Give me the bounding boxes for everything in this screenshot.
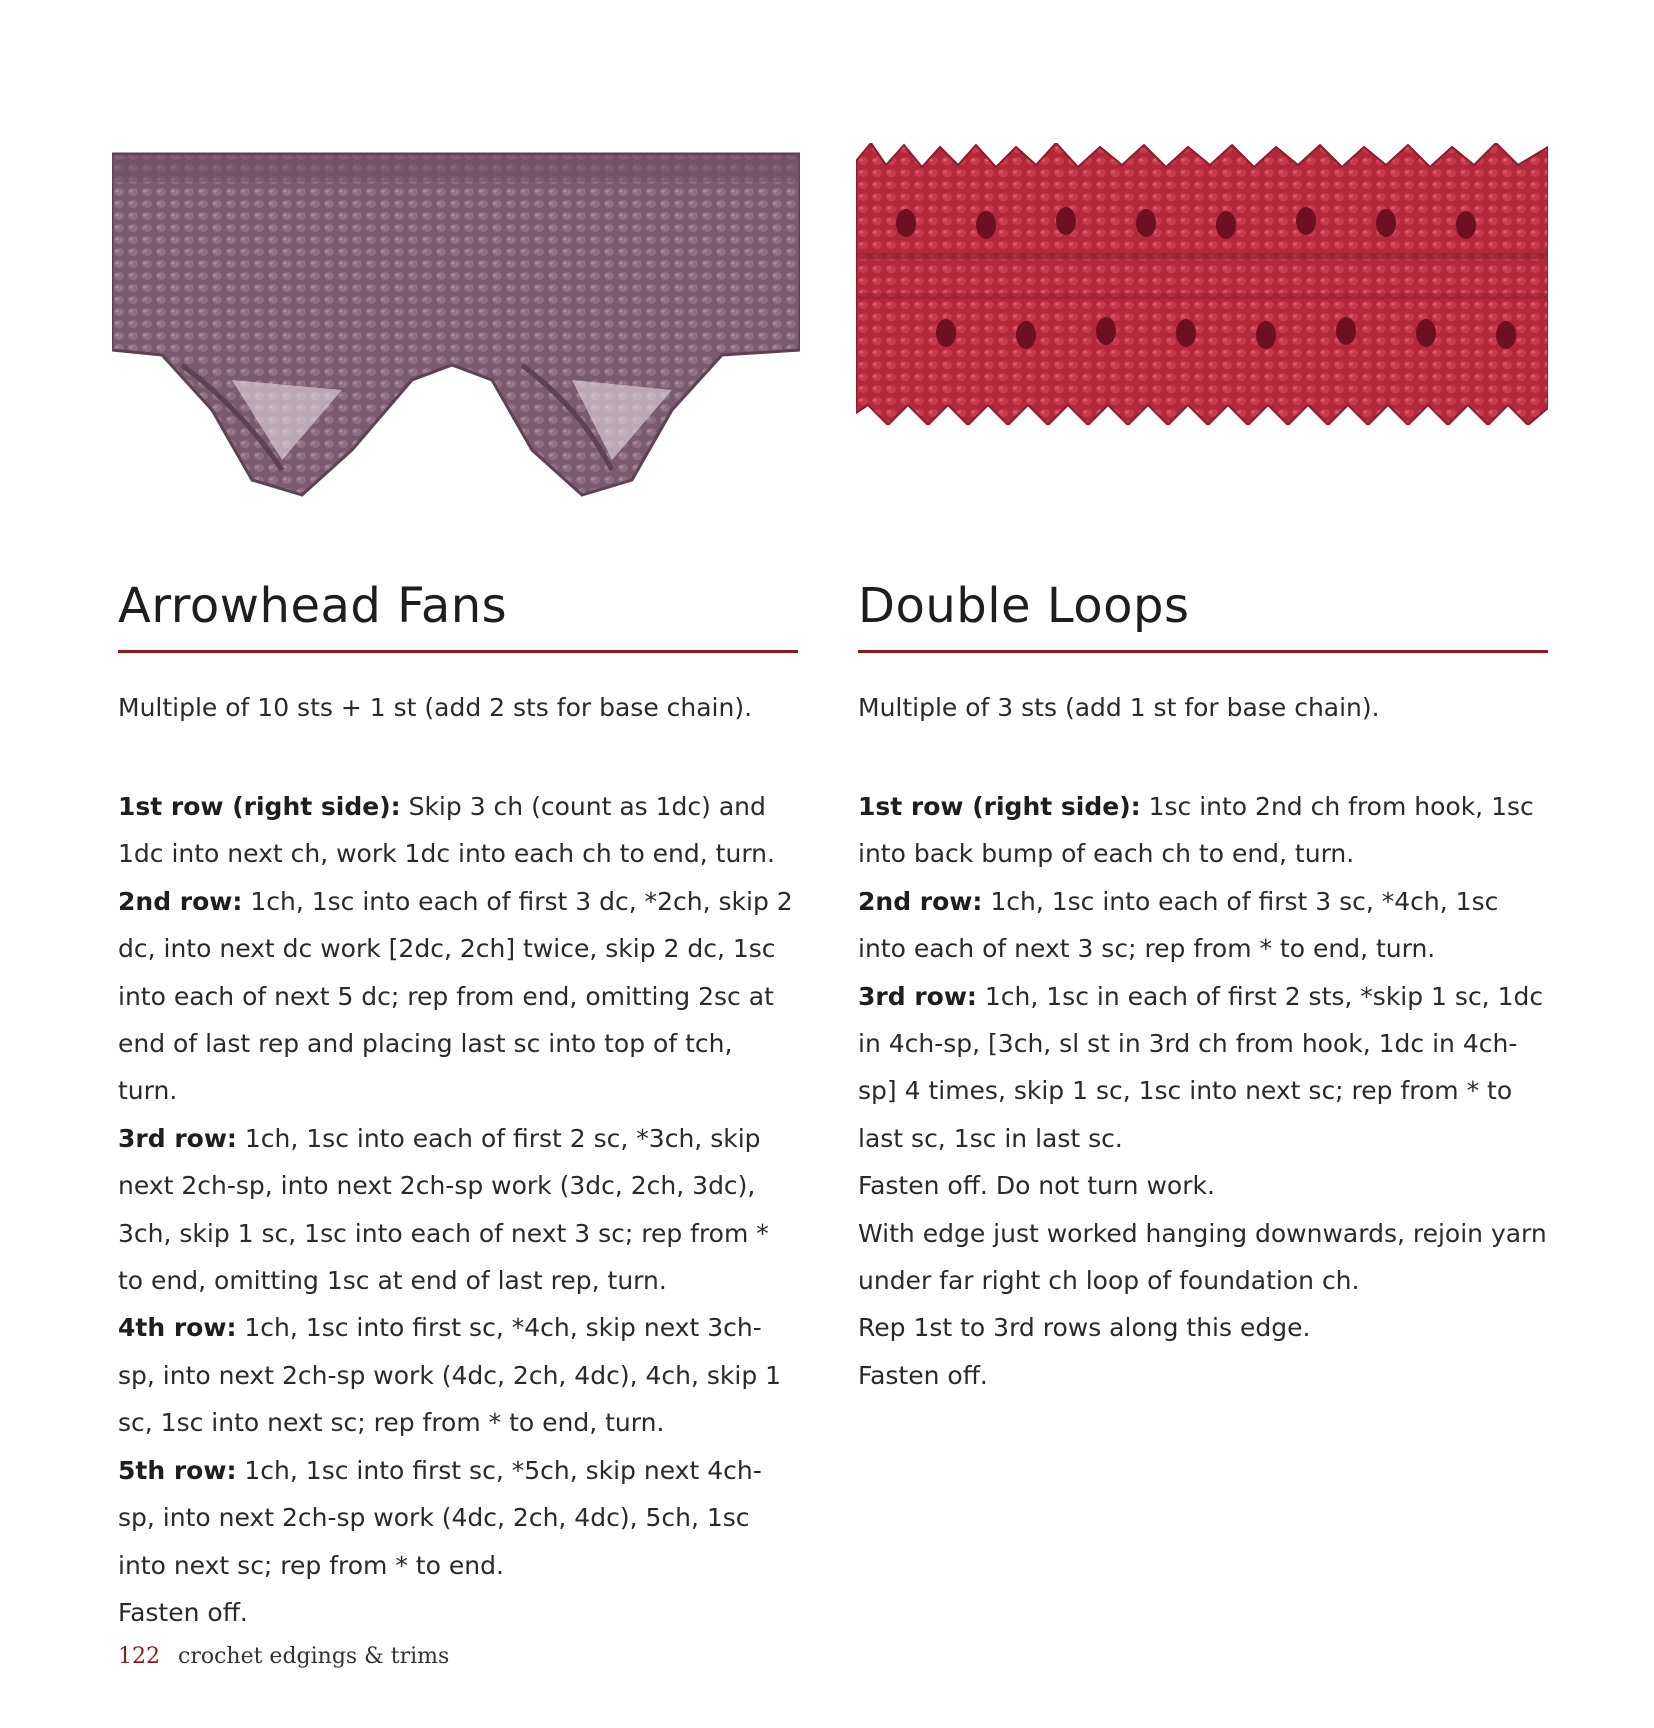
running-title: crochet edgings & trims bbox=[178, 1644, 450, 1669]
step-label: 2nd row: bbox=[118, 886, 243, 916]
step-text: Rep 1st to 3rd rows along this edge. bbox=[858, 1313, 1311, 1343]
instruction-step bbox=[858, 1162, 1548, 1209]
step-text: 1ch, 1sc into first sc, *5ch, skip next 4ch-sp, into next 2ch-sp work (4dc, 2ch, 4dc), 5ch, 1sc into next sc; rep from * to end. bbox=[118, 1455, 762, 1580]
instruction-step bbox=[858, 1304, 1548, 1351]
step-label: 1st row (right side): bbox=[118, 792, 401, 821]
instruction-step bbox=[858, 973, 1548, 1163]
instruction-step bbox=[858, 878, 1548, 973]
step-text: 1ch, 1sc into each of first 3 dc, *2ch, skip 2 dc, into next dc work [2dc, 2ch] twice, skip 2 dc, 1sc into each of next 5 dc; rep from end, omitting 2sc at end of last rep and placing last sc into top of tch, turn. bbox=[118, 886, 793, 1106]
pattern-title: Double Loops bbox=[858, 578, 1190, 634]
instruction-step bbox=[118, 783, 798, 878]
page-footer bbox=[118, 1644, 449, 1669]
page-number: 122 bbox=[118, 1644, 160, 1669]
step-text: 1ch, 1sc into each of first 3 sc, *4ch, 1sc into each of next 3 sc; rep from * to end, turn. bbox=[858, 886, 1499, 964]
instruction-step bbox=[858, 1210, 1548, 1305]
pattern-instructions bbox=[858, 783, 1548, 1399]
instruction-step bbox=[118, 1589, 798, 1636]
title-divider bbox=[858, 650, 1548, 653]
step-text: 1ch, 1sc into first sc, *4ch, skip next 3ch-sp, into next 2ch-sp work (4dc, 2ch, 4dc), 4ch, skip 1 sc, 1sc into next sc; rep from * to end, turn. bbox=[118, 1313, 782, 1438]
double-loops-swatch-image bbox=[856, 143, 1548, 425]
step-text: 1sc into 2nd ch from hook, 1sc into back bump of each ch to end, turn. bbox=[858, 792, 1534, 869]
pattern-intro: Multiple of 10 sts + 1 st (add 2 sts for base chain). bbox=[118, 693, 753, 722]
step-text: 1ch, 1sc into each of first 2 sc, *3ch, skip next 2ch-sp, into next 2ch-sp work (3dc, 2ch, 3dc), 3ch, skip 1 sc, 1sc into each of next 3 sc; rep from * to end, omitting 1sc at end of last rep, turn. bbox=[118, 1123, 769, 1296]
arrowhead-fans-swatch-image bbox=[112, 150, 800, 500]
instruction-step bbox=[858, 783, 1548, 878]
step-text: Fasten off. bbox=[858, 1360, 988, 1390]
step-text: Fasten off. Do not turn work. bbox=[858, 1171, 1215, 1201]
step-label: 1st row (right side): bbox=[858, 792, 1141, 821]
step-text: 1ch, 1sc in each of first 2 sts, *skip 1 sc, 1dc in 4ch-sp, [3ch, sl st in 3rd ch from hook, 1dc in 4ch-sp] 4 times, skip 1 sc, 1sc into next sc; rep from * to last sc, 1sc in last sc. bbox=[858, 981, 1544, 1153]
pattern-instructions bbox=[118, 783, 798, 1636]
step-label: 2nd row: bbox=[858, 886, 983, 916]
instruction-step bbox=[118, 1304, 798, 1446]
step-label: 5th row: bbox=[118, 1455, 237, 1485]
step-text: Skip 3 ch (count as 1dc) and 1dc into next ch, work 1dc into each ch to end, turn. bbox=[118, 792, 775, 869]
step-text: With edge just worked hanging downwards, rejoin yarn under far right ch loop of foundation ch. bbox=[858, 1218, 1547, 1296]
step-label: 3rd row: bbox=[858, 981, 977, 1011]
pattern-intro: Multiple of 3 sts (add 1 st for base chain). bbox=[858, 693, 1380, 722]
step-label: 3rd row: bbox=[118, 1123, 237, 1153]
instruction-step bbox=[118, 878, 798, 1115]
step-text: Fasten off. bbox=[118, 1597, 248, 1627]
pattern-title: Arrowhead Fans bbox=[118, 578, 508, 634]
instruction-step bbox=[118, 1447, 798, 1589]
instruction-step bbox=[858, 1352, 1548, 1399]
instruction-step bbox=[118, 1115, 798, 1305]
title-divider bbox=[118, 650, 798, 653]
step-label: 4th row: bbox=[118, 1313, 237, 1343]
